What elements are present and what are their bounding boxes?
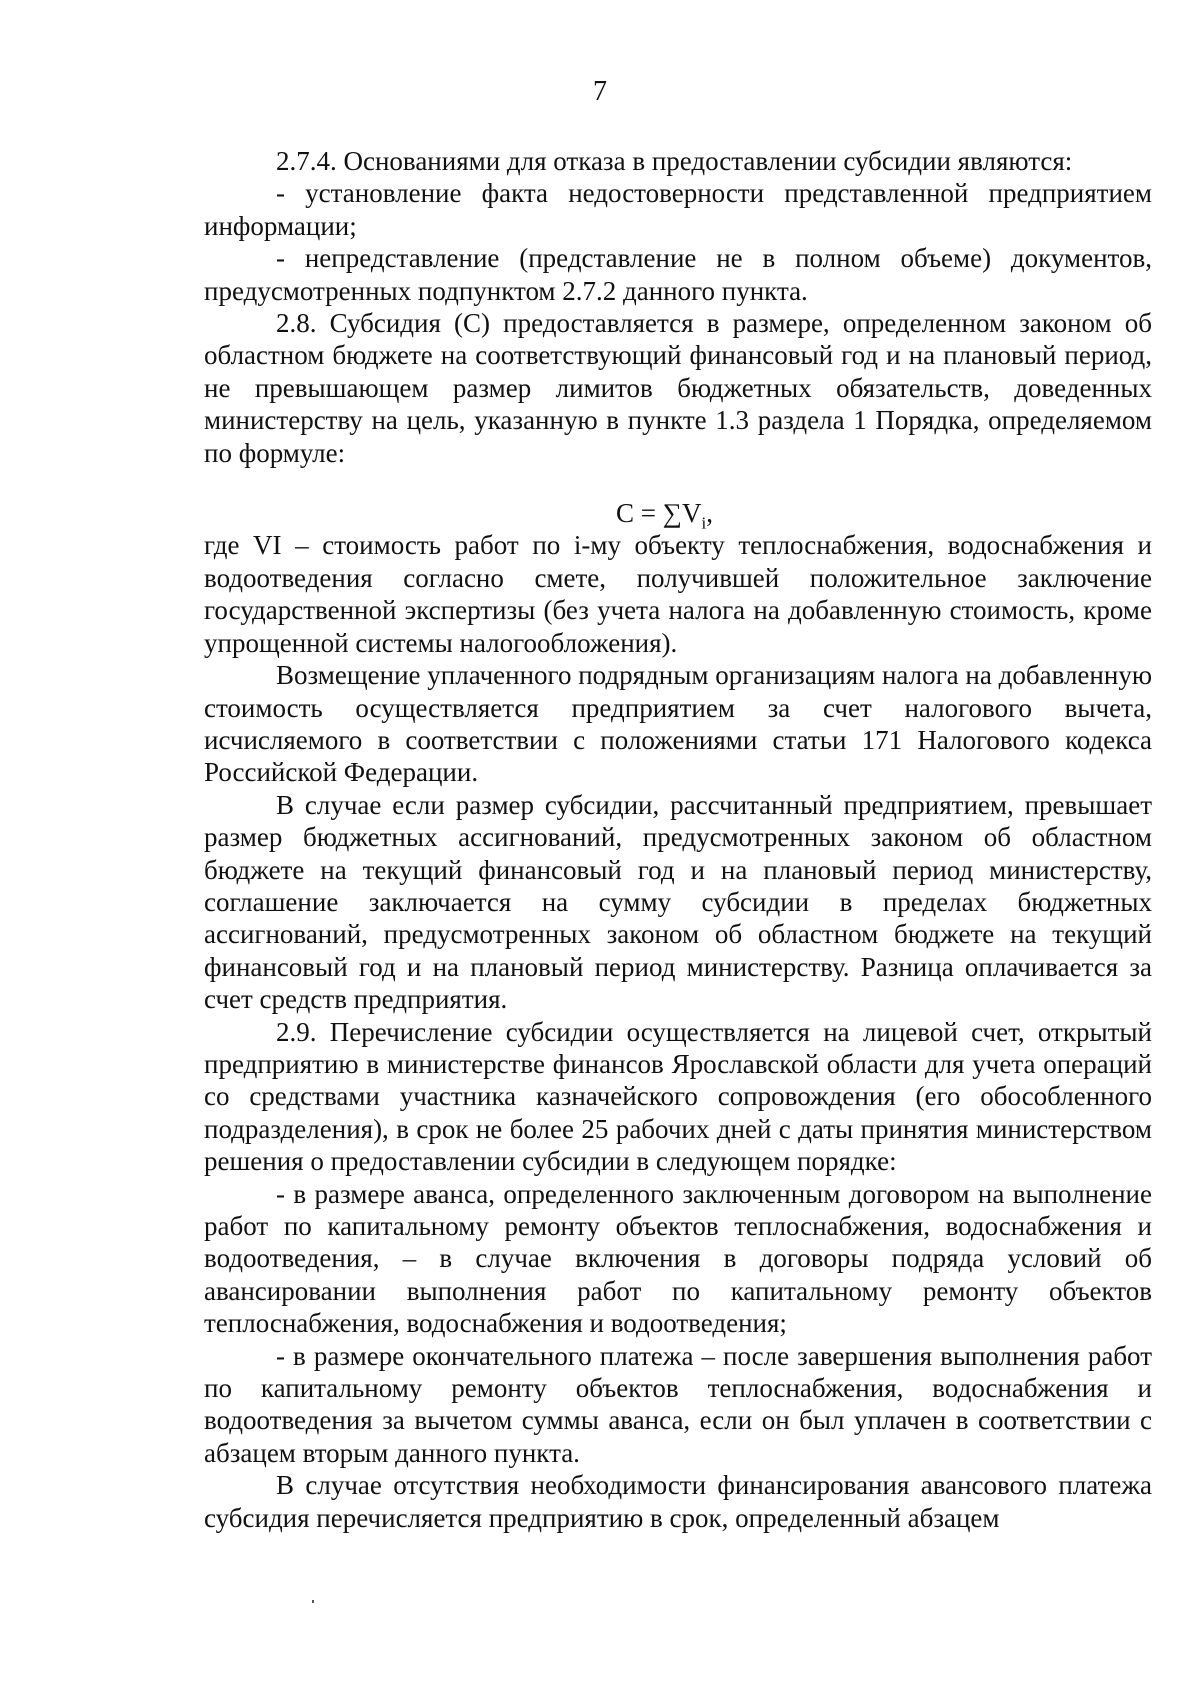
formula-main: С = ∑V: [616, 498, 702, 529]
paragraph-vat-reimbursement: Возмещение уплаченного подрядным организациям налога на добавленную стоимость осуществляется предприятием за счет налогового вычета, исчисляемого в соответствии с положениями статьи 171 Налогового кодекса Российской Федерации.: [204, 660, 1152, 788]
formula-explanation: где VI – стоимость работ по i-му объекту теплоснабжения, водоснабжения и водоотведения согласно смете, получившей положительное заключение государственной экспертизы (без учета налога на добавленную стоимость, кроме упрощенной системы налогообложения).: [204, 530, 1152, 658]
paragraph-no-advance: В случае отсутствия необходимости финансирования авансового платежа субсидия перечисляется предприятию в срок, определенный абзацем: [204, 1470, 1152, 1533]
list-item-advance-payment: - в размере аванса, определенного заключенным договором на выполнение работ по капитальному ремонту объектов теплоснабжения, водоснабжения и водоотведения, – в случае включения в договоры подряда условий об авансировании выполнения работ по капитальному ремонту объектов теплоснабжения, водоснабжения и водоотведения;: [204, 1178, 1152, 1339]
paragraph-2-8: 2.8. Субсидия (С) предоставляется в размере, определенном законом об областном бюджете на соответствующий финансовый год и на плановый период, не превышающем размер лимитов бюджетных обязательств, доведенных министерству на цель, указанную в пункте 1.3 раздела 1 Порядка, определяемом по формуле:: [204, 308, 1152, 468]
page-number: 7: [593, 76, 607, 107]
paragraph-2-7-4: 2.7.4. Основаниями для отказа в предоставлении субсидии являются:: [276, 146, 1073, 176]
list-item-final-payment: - в размере окончательного платежа – после завершения выполнения работ по капитальному ремонту объектов теплоснабжения, водоснабжения и водоотведения за вычетом суммы аванса, если он был уплачен в соответствии с абзацем вторым данного пункта.: [204, 1340, 1152, 1468]
formula-subscript: i: [701, 513, 707, 533]
scan-speck: [312, 1600, 314, 1603]
document-body: [204, 145, 1152, 1534]
list-item-unreliable-info: - установление факта недостоверности представленной предприятием информации;: [204, 178, 1152, 241]
paragraph-subsidy-excess: В случае если размер субсидии, рассчитанный предприятием, превышает размер бюджетных ассигнований, предусмотренных законом об областном бюджете на текущий финансовый год и на плановый период министерству, соглашение заключается на сумму субсидии в пределах бюджетных ассигнований, предусмотренных законом об областном бюджете на текущий финансовый год и на плановый период министерству. Разница оплачивается за счет средств предприятия.: [204, 789, 1152, 1015]
subsidy-formula: [204, 497, 1152, 533]
list-item-missing-documents: - непредставление (представление не в полном объеме) документов, предусмотренных подпунктом 2.7.2 данного пункта.: [204, 243, 1152, 306]
formula-tail: ,: [706, 498, 713, 529]
paragraph-2-9: 2.9. Перечисление субсидии осуществляется на лицевой счет, открытый предприятию в министерстве финансов Ярославской области для учета операций со средствами участника казначейского сопровождения (его обособленного подразделения), в срок не более 25 рабочих дней с даты принятия министерством решения о предоставлении субсидии в следующем порядке:: [204, 1016, 1152, 1177]
